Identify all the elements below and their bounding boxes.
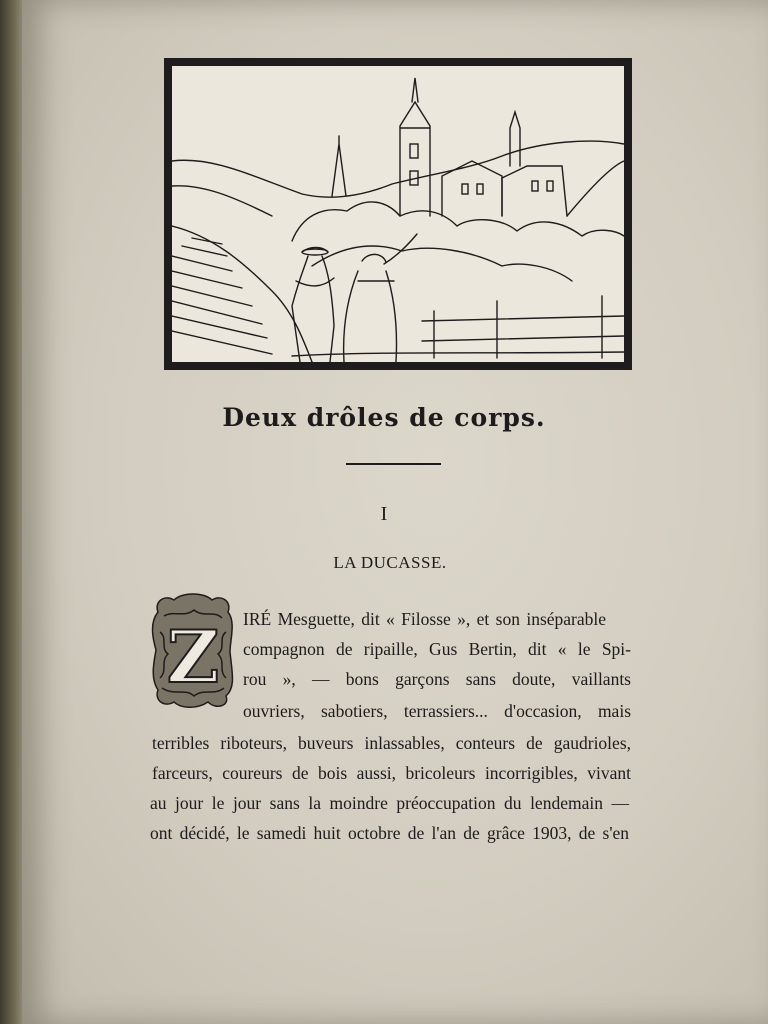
text-line-2: compagnon de ripaille, Gus Bertin, dit « le Spi-	[243, 639, 631, 659]
text-line-7: au jour le jour sans la moindre préoccupation du lendemain —	[150, 793, 629, 813]
text-line-4: ouvriers, sabotiers, terrassiers... d'occasion, mais	[243, 701, 631, 721]
text-line-5: terribles riboteurs, buveurs inlassables, conteurs de gaudrioles,	[152, 733, 631, 753]
chapter-title: LA DUCASSE.	[333, 553, 447, 572]
ornamental-drop-cap	[150, 592, 236, 710]
text-line-3: rou », — bons garçons sans doute, vaillants	[243, 669, 631, 689]
page-title: Deux drôles de corps.	[222, 403, 546, 432]
text-line-6: farceurs, coureurs de bois aussi, bricoleurs incorrigibles, vivant	[152, 763, 631, 783]
text-line-1: IRÉ Mesguette, dit « Filosse », et son inséparable	[243, 609, 607, 629]
chapter-illustration	[164, 58, 632, 370]
drop-cap-letter: Z	[166, 614, 220, 699]
text-line-8: ont décidé, le samedi huit octobre de l'an de grâce 1903, de s'en	[150, 823, 629, 843]
chapter-number: I	[380, 503, 388, 525]
title-divider	[346, 463, 441, 465]
